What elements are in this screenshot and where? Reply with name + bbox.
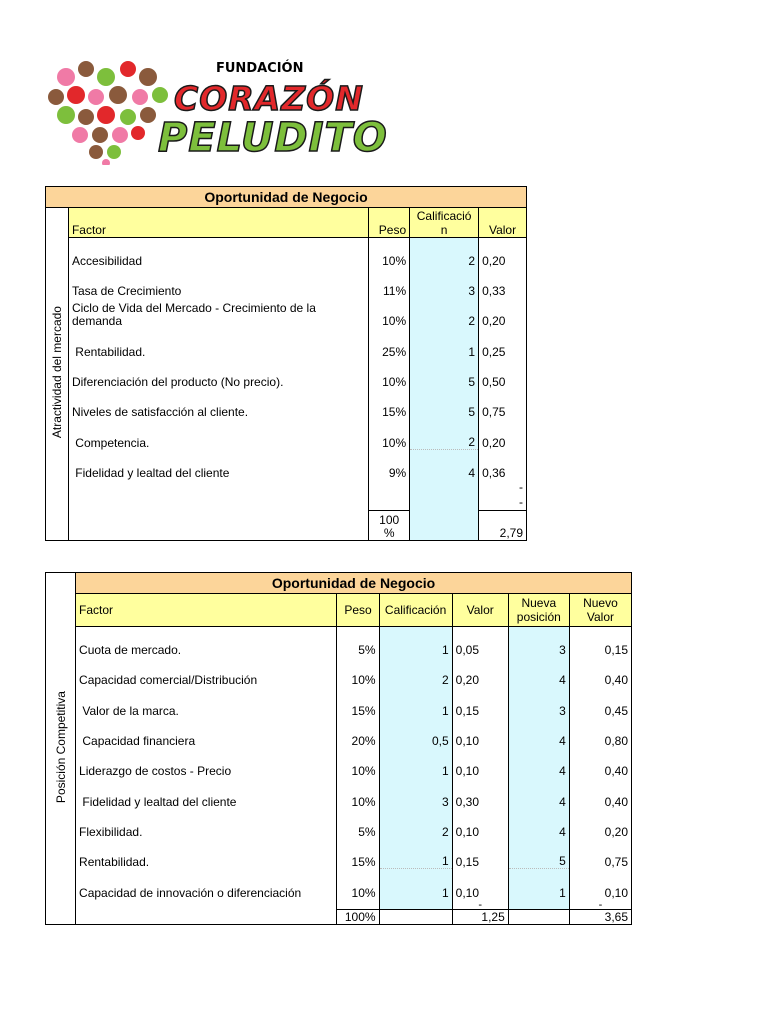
table2-row-nuevo-valor: 0,15 <box>569 627 631 657</box>
table2-header-calificacion: Calificación <box>379 594 452 627</box>
table2-row-nueva-posicion: 3 <box>508 627 569 657</box>
table2-empty-peso <box>337 900 379 910</box>
logo-line-peludito: PELUDITO <box>158 115 388 161</box>
table1-title: Oportunidad de Negocio <box>46 187 527 208</box>
table1-row-factor: Accesibilidad <box>68 238 368 268</box>
table1-row-factor: Fidelidad y lealtad del cliente <box>68 450 368 480</box>
table1-empty-peso <box>369 480 410 511</box>
table2-header-valor: Valor <box>452 594 508 627</box>
table1-row-factor: Rentabilidad. <box>68 328 368 359</box>
table2-row-factor: Flexibilidad. <box>76 809 337 839</box>
table1-row-factor: Ciclo de Vida del Mercado - Crecimiento de la demanda <box>68 298 368 328</box>
competitive-position-table <box>45 572 632 925</box>
table2-total-valor: 1,25 <box>452 910 508 925</box>
table2-row-valor: 0,20 <box>452 657 508 687</box>
table2-row-peso: 15% <box>337 839 379 869</box>
table2-row-nueva-posicion: 4 <box>508 778 569 809</box>
table2-dash-valor: - <box>452 900 508 910</box>
table2-title: Oportunidad de Negocio <box>76 573 632 594</box>
table2-header-nuevo-valor: Nuevo Valor <box>569 594 631 627</box>
table2-row-calificacion: 1 <box>379 627 452 657</box>
table1-row-valor: 0,36 <box>479 450 527 480</box>
table1-row-valor: 0,20 <box>479 238 527 268</box>
table2-row-nueva-posicion: 5 <box>508 839 569 869</box>
table1-row-valor: 0,75 <box>479 389 527 419</box>
table2-row-valor: 0,30 <box>452 778 508 809</box>
table1-row-calificacion: 1 <box>410 328 479 359</box>
table2-side-label-cell <box>46 573 76 925</box>
table2-row-factor: Capacidad de innovación o diferenciación <box>76 869 337 900</box>
table1-header-calificacion: Calificació n <box>410 208 479 238</box>
logo-line-corazon: CORAZÓN <box>174 79 364 118</box>
table2-total-peso: 100% <box>337 910 379 925</box>
table2-row-nuevo-valor: 0,75 <box>569 839 631 869</box>
table2-empty-factor <box>76 900 337 910</box>
table1-dash: - <box>519 494 523 509</box>
table2-row-valor: 0,15 <box>452 839 508 869</box>
table2-row-nueva-posicion: 3 <box>508 687 569 718</box>
table2-row-nuevo-valor: 0,40 <box>569 778 631 809</box>
table2-side-label: Posición Competitiva <box>53 690 68 804</box>
table1-row-calificacion: 5 <box>410 389 479 419</box>
table2-row-factor: Cuota de mercado. <box>76 627 337 657</box>
table1-row-peso: 10% <box>369 359 410 389</box>
table1-total-valor: 2,79 <box>479 510 527 540</box>
table1-row-peso: 9% <box>369 450 410 480</box>
table1-row-calificacion: 4 <box>410 450 479 480</box>
table2-row-valor: 0,05 <box>452 627 508 657</box>
table2-row-peso: 10% <box>337 657 379 687</box>
table2-row-valor: 0,10 <box>452 718 508 748</box>
table1-total-calificacion <box>410 510 479 540</box>
table2-row-factor: Valor de la marca. <box>76 687 337 718</box>
table1-row-calificacion: 2 <box>410 419 479 450</box>
table2-row-factor: Liderazgo de costos - Precio <box>76 748 337 778</box>
table1-row-factor: Competencia. <box>68 419 368 450</box>
table1-header-peso: Peso <box>369 208 410 238</box>
table2-dash-nuevo-valor: - <box>569 900 631 910</box>
table2-row-peso: 10% <box>337 869 379 900</box>
table2-row-calificacion: 2 <box>379 657 452 687</box>
table2-empty-calificacion <box>379 900 452 910</box>
table2-row-valor: 0,10 <box>452 748 508 778</box>
table1-row-factor: Niveles de satisfacción al cliente. <box>68 389 368 419</box>
foundation-logo <box>44 55 388 170</box>
table1-row-peso: 15% <box>369 389 410 419</box>
table1-empty-calificacion <box>410 480 479 511</box>
table2-row-nueva-posicion: 4 <box>508 748 569 778</box>
table1-row-peso: 10% <box>369 238 410 268</box>
table1-row-valor: 0,50 <box>479 359 527 389</box>
table2-row-peso: 5% <box>337 627 379 657</box>
table2-total-nueva-posicion <box>508 910 569 925</box>
table1-row-peso: 11% <box>369 268 410 298</box>
table2-row-peso: 10% <box>337 778 379 809</box>
table2-row-nueva-posicion: 4 <box>508 718 569 748</box>
table1-row-valor: 0,20 <box>479 298 527 328</box>
market-attractiveness-table <box>45 186 527 541</box>
table1-row-peso: 10% <box>369 419 410 450</box>
table1-row-valor: 0,20 <box>479 419 527 450</box>
table2-row-nuevo-valor: 0,80 <box>569 718 631 748</box>
table1-total-label <box>68 510 368 540</box>
table1-empty-factor <box>68 480 368 511</box>
table2-row-nueva-posicion: 4 <box>508 657 569 687</box>
table2-row-nuevo-valor: 0,10 <box>569 869 631 900</box>
table2-row-factor: Rentabilidad. <box>76 839 337 869</box>
table2-total-calificacion <box>379 910 452 925</box>
logo-line-fundacion: FUNDACIÓN <box>216 61 304 76</box>
table1-row-calificacion: 2 <box>410 238 479 268</box>
table2-row-calificacion: 1 <box>379 748 452 778</box>
table1-row-calificacion: 5 <box>410 359 479 389</box>
table2-row-calificacion: 1 <box>379 687 452 718</box>
table2-empty-nueva-posicion <box>508 900 569 910</box>
table2-header-factor: Factor <box>76 594 337 627</box>
table2-row-calificacion: 1 <box>379 839 452 869</box>
table2-total-nuevo-valor: 3,65 <box>569 910 631 925</box>
table2-row-valor: 0,15 <box>452 687 508 718</box>
table2-row-calificacion: 2 <box>379 809 452 839</box>
table1-side-label-cell <box>46 208 69 541</box>
table1-header-valor: Valor <box>479 208 527 238</box>
table2-row-calificacion: 1 <box>379 869 452 900</box>
table2-row-nuevo-valor: 0,40 <box>569 748 631 778</box>
table2-header-peso: Peso <box>337 594 379 627</box>
table2-row-valor: 0,10 <box>452 869 508 900</box>
paw-heart-icon <box>44 55 174 165</box>
table1-row-peso: 25% <box>369 328 410 359</box>
table2-total-label <box>76 910 337 925</box>
table1-side-label: Atractividad del mercado <box>49 306 64 439</box>
table1-header-factor: Factor <box>68 208 368 238</box>
table2-row-nueva-posicion: 4 <box>508 809 569 839</box>
table2-row-nuevo-valor: 0,40 <box>569 657 631 687</box>
table1-row-calificacion: 3 <box>410 268 479 298</box>
table2-row-nuevo-valor: 0,45 <box>569 687 631 718</box>
table1-row-valor: 0,25 <box>479 328 527 359</box>
table1-row-factor: Tasa de Crecimiento <box>68 268 368 298</box>
table2-row-factor: Fidelidad y lealtad del cliente <box>76 778 337 809</box>
table2-row-factor: Capacidad financiera <box>76 718 337 748</box>
table2-row-factor: Capacidad comercial/Distribución <box>76 657 337 687</box>
table1-row-factor: Diferenciación del producto (No precio). <box>68 359 368 389</box>
table1-dash: - <box>519 479 523 494</box>
table2-row-peso: 20% <box>337 718 379 748</box>
table2-header-nueva-posicion: Nueva posición <box>508 594 569 627</box>
table2-row-calificacion: 3 <box>379 778 452 809</box>
table1-row-calificacion: 2 <box>410 298 479 328</box>
table2-row-peso: 15% <box>337 687 379 718</box>
table1-dashes <box>479 480 527 511</box>
table1-total-peso: 100 % <box>369 510 410 540</box>
table2-row-valor: 0,10 <box>452 809 508 839</box>
table2-row-peso: 10% <box>337 748 379 778</box>
table2-row-nuevo-valor: 0,20 <box>569 809 631 839</box>
table1-row-valor: 0,33 <box>479 268 527 298</box>
table2-row-peso: 5% <box>337 809 379 839</box>
table2-row-nueva-posicion: 1 <box>508 869 569 900</box>
table1-row-peso: 10% <box>369 298 410 328</box>
table2-row-calificacion: 0,5 <box>379 718 452 748</box>
